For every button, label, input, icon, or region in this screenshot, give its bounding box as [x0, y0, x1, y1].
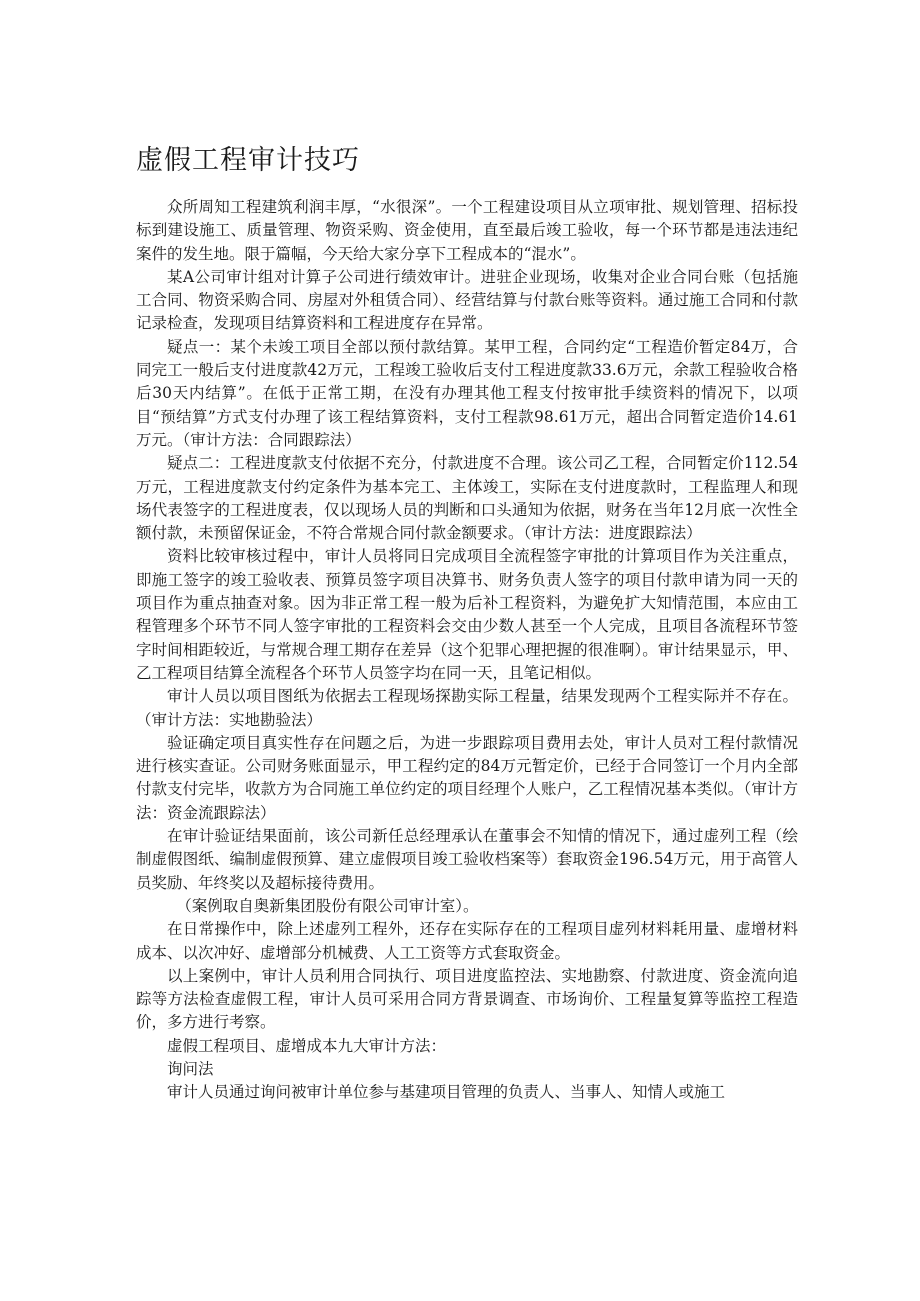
- paragraph-fund-trace: 验证确定项目真实性存在问题之后，为进一步跟踪项目费用去处，审计人员对工程付款情况进行核实查证。公司财务账面显示，甲工程约定的84万元暂定价，已经于合同签订一个月内全部付款支付完毕，收款方为合同施工单位约定的项目经理个人账户，乙工程情况基本类似。（审计方法：资金流跟踪法）: [136, 733, 798, 822]
- paragraph-audit-team: 某A公司审计组对计算子公司进行绩效审计。进驻企业现场，收集对企业合同台账（包括施工合同、物资采购合同、房屋对外租赁合同）、经营结算与付款台账等资料。通过施工合同和付款记录检查，发现项目结算资料和工程进度存在异常。: [136, 267, 798, 333]
- paragraph-summary: 以上案例中，审计人员利用合同执行、项目进度监控法、实地勘察、付款进度、资金流向追踪等方法检查虚假工程，审计人员可采用合同方背景调查、市场询价、工程量复算等监控工程造价，多方进行考察。: [136, 966, 798, 1032]
- paragraph-inquiry-heading: 询问法: [167, 1059, 214, 1078]
- paragraph-intro: 众所周知工程建筑利润丰厚，“水很深”。一个工程建设项目从立项审批、规划管理、招标投标到建设施工、质量管理、物资采购、资金使用，直至最后竣工验收，每一个环节都是违法违纪案件的发生地。限于篇幅，今天给大家分享下工程成本的“混水”。: [136, 198, 798, 263]
- paragraph-daily-operations: 在日常操作中，除上述虚列工程外，还存在实际存在的工程项目虚列材料耗用量、虚增材料成本、以次冲好、虚增部分机械费、人工工资等方式套取资金。: [136, 920, 798, 962]
- document-title: 虚假工程审计技巧: [136, 145, 360, 176]
- paragraph-doubt-two: 疑点二：工程进度款支付依据不充分，付款进度不合理。该公司乙工程，合同暂定价112.54万元，工程进度款支付约定条件为基本完工、主体竣工，实际在支付进度款时，工程监理人和现场代表签字的工程进度表，仅以现场人员的判断和口头通知为依据，财务在当年12月底一次性全额付款，未预留保证金，不符合常规合同付款金额要求。（审计方法：进度跟踪法）: [136, 454, 798, 543]
- paragraph-document-review: 资料比较审核过程中，审计人员将同日完成项目全流程签字审批的计算项目作为关注重点，即施工签字的竣工验收表、预算员签字项目决算书、财务负责人签字的项目付款申请为同一天的项目作为重点抽查对象。因为非正常工程一般为后补工程资料，为避免扩大知情范围，本应由工程管理多个环节不同人签字审批的工程资料会交由少数人甚至一个人完成，且项目各流程环节签字时间相距较近，与常规合理工期存在差异（这个犯罪心理把握的很准啊）。审计结果显示，甲、乙工程项目结算全流程各个环节人员签字均在同一天，且笔记相似。: [136, 547, 798, 682]
- paragraph-inquiry-text: 审计人员通过询问被审计单位参与基建项目管理的负责人、当事人、知情人或施工: [167, 1083, 726, 1102]
- paragraph-case-source: （案例取自奥新集团股份有限公司审计室）。: [176, 896, 479, 915]
- paragraph-nine-methods: 虚假工程项目、虚增成本九大审计方法：: [167, 1036, 447, 1055]
- document-body: [136, 196, 798, 1105]
- paragraph-confession: 在审计验证结果面前，该公司新任总经理承认在董事会不知情的情况下，通过虚列工程（绘制虚假图纸、编制虚假预算、建立虚假项目竣工验收档案等）套取资金196.54万元，用于高管人员奖励、年终奖以及超标接待费用。: [136, 827, 798, 892]
- paragraph-doubt-one: 疑点一：某个未竣工项目全部以预付款结算。某甲工程，合同约定“工程造价暂定84万，合同完工一般后支付进度款42万元，工程竣工验收后支付工程进度款33.6万元，余款工程验收合格后30天内结算”。在低于正常工期，在没有办理其他工程支付按审批手续资料的情况下，以项目“预结算”方式支付办理了该工程结算资料，支付工程款98.61万元，超出合同暂定造价14.61万元。（审计方法：合同跟踪法）: [136, 337, 798, 449]
- paragraph-site-survey: 审计人员以项目图纸为依据去工程现场探勘实际工程量，结果发现两个工程实际并不存在。（审计方法：实地勘验法）: [136, 687, 798, 729]
